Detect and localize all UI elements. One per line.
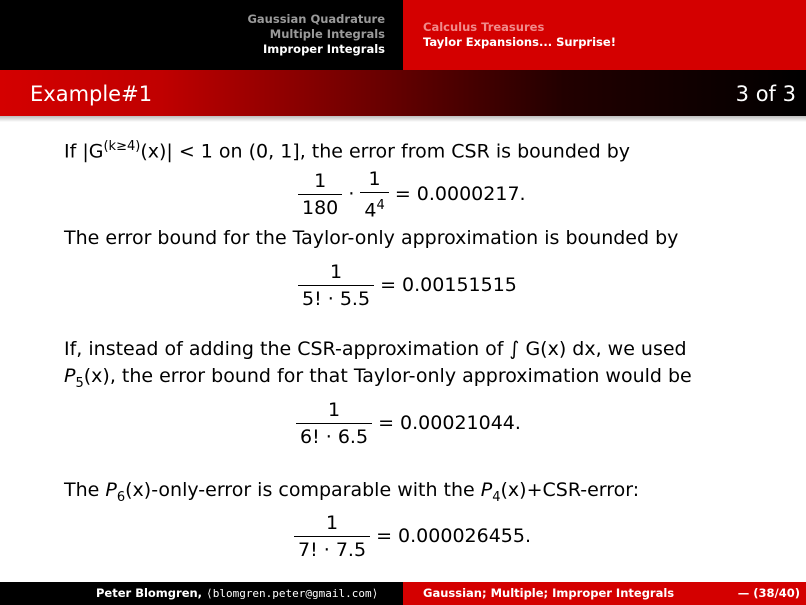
operator: · (348, 183, 355, 206)
frame-title-bar (0, 70, 806, 116)
footer-author: Peter Blomgren, (96, 586, 203, 600)
footer-left (0, 582, 403, 605)
paragraph-taylor-bound: The error bound for the Taylor-only approximation is bounded by (64, 227, 679, 249)
denominator (360, 192, 388, 223)
nav-improper-integrals[interactable]: Improper Integrals (263, 42, 385, 56)
denominator: 7! · 7.5 (294, 536, 370, 563)
subscript: 5 (75, 375, 84, 391)
numerator: 1 (329, 261, 343, 283)
nav-multiple-integrals[interactable]: Multiple Integrals (269, 27, 385, 41)
paragraph-instead-line2 (64, 363, 692, 397)
fraction (296, 397, 372, 450)
result: = 0.00021044. (378, 412, 521, 434)
math-var: P (480, 479, 493, 501)
equation-taylor-6 (296, 397, 521, 450)
equation-csr-bound (298, 166, 526, 223)
math-var: P (105, 479, 117, 501)
text: (x)| < 1 on (0, 1], the error from CSR is bounded by (140, 140, 630, 163)
result: = 0.000026455. (376, 525, 532, 547)
text: (x)-only-error is comparable with the (125, 479, 481, 501)
numerator: 1 (325, 512, 339, 534)
numerator: 1 (314, 170, 327, 193)
subscript: 4 (492, 489, 501, 505)
fraction (294, 510, 370, 563)
equation-taylor-7 (294, 510, 531, 563)
text: The (64, 479, 106, 501)
exponent: 4 (376, 198, 385, 213)
paragraph-comparison (64, 477, 639, 511)
section-nav-left (0, 0, 403, 70)
superscript: (k≥4) (103, 139, 141, 154)
frame-page-count: 3 of 3 (735, 82, 796, 106)
result: = 0.0000217. (394, 183, 526, 206)
nav-calculus-treasures[interactable]: Calculus Treasures (423, 20, 545, 34)
footer-topic: Gaussian; Multiple; Improper Integrals (423, 586, 675, 600)
footer-right (403, 582, 806, 605)
footer-email: ⟨blomgren.peter@gmail.com⟩ (206, 587, 379, 600)
denominator: 180 (298, 194, 342, 221)
math-var: P (64, 365, 76, 387)
nav-taylor-expansions[interactable]: Taylor Expansions... Surprise! (423, 35, 616, 49)
title-shadow (0, 116, 806, 122)
footer-slide-number: — (38/40) (737, 586, 800, 600)
fraction (360, 166, 388, 223)
result: = 0.00151515 (380, 274, 517, 296)
text: (x), the error bound for that Taylor-only approximation would be (83, 365, 692, 387)
fraction (298, 259, 374, 312)
denominator: 6! · 6.5 (296, 423, 372, 450)
text: If |G (64, 140, 104, 163)
footer-bar (0, 582, 806, 605)
frame-title: Example#1 (30, 82, 153, 106)
footer-author-line (96, 582, 378, 605)
numerator: 1 (368, 168, 381, 190)
header-nav (0, 0, 806, 70)
paragraph-csr-condition (64, 133, 630, 165)
denominator: 5! · 5.5 (298, 285, 374, 312)
base: 4 (364, 199, 377, 222)
paragraph-instead-line1: If, instead of adding the CSR-approximation of ∫ G(x) dx, we used (64, 338, 687, 360)
nav-gaussian-quadrature[interactable]: Gaussian Quadrature (247, 12, 385, 26)
equation-taylor-5 (298, 259, 517, 312)
subsection-nav-right (403, 0, 806, 70)
fraction (298, 168, 342, 221)
subscript: 6 (116, 489, 126, 505)
numerator: 1 (327, 399, 341, 421)
text: (x)+CSR-error: (500, 479, 640, 501)
